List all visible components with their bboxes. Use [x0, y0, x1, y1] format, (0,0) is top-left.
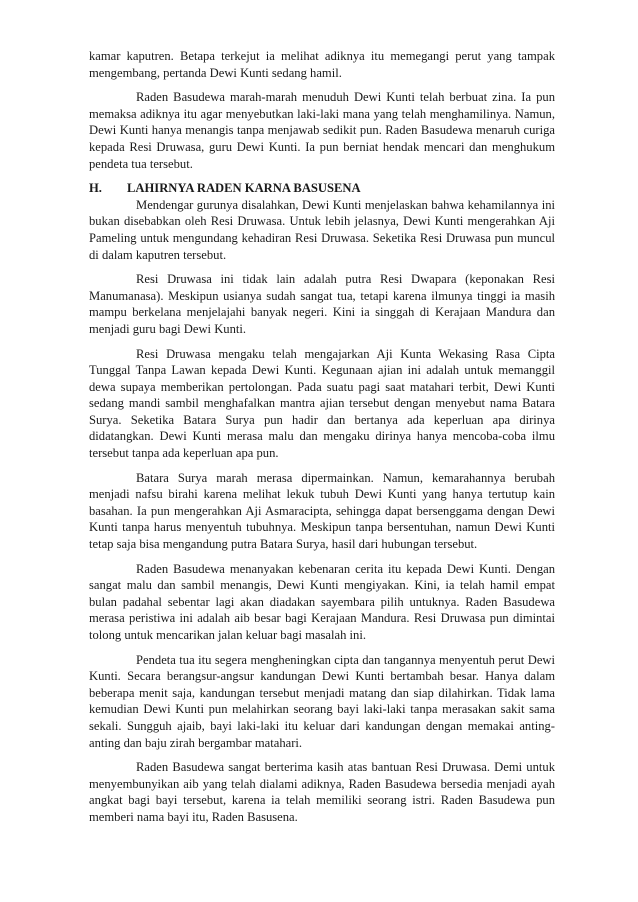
paragraph: Batara Surya marah merasa dipermainkan. Namun, kemarahannya berubah menjadi nafsu birahi karena melihat lekuk tubuh Dewi Kunti yang hanya tertutup kain basahan. Ia pun mengerahkan Aji Asmaracipta, sehingga dapat bersenggama dengan Dewi Kunti tanpa harus menyentuh tubuhnya. Meskipun tanpa bersentuhan, namun Dewi Kunti tetap saja bisa mengandung putra Batara Surya, hasil dari hubungan tersebut.: [89, 470, 555, 552]
paragraph: Resi Druwasa mengaku telah mengajarkan Aji Kunta Wekasing Rasa Cipta Tunggal Tanpa Lawan kepada Dewi Kunti. Kegunaan ajian ini adalah untuk memanggil dewa supaya memberikan pertolongan. Pada suatu pagi saat matahari terbit, Dewi Kunti sedang mandi sambil menghafalkan mantra ajian tersebut dengan menyebut nama Batara Surya. Seketika Batara Surya pun hadir dan bertanya ada keperluan apa dirinya didatangkan. Dewi Kunti merasa malu dan mengaku dirinya hanya mencoba-coba ilmu tersebut tanpa ada keperluan apa pun.: [89, 346, 555, 461]
page-content: [89, 48, 555, 826]
paragraph: Mendengar gurunya disalahkan, Dewi Kunti menjelaskan bahwa kehamilannya ini bukan disebabkan oleh Resi Druwasa. Untuk lebih jelasnya, Dewi Kunti mengerahkan Aji Pameling untuk mengundang kehadiran Resi Druwasa. Seketika Resi Druwasa pun muncul di dalam kaputren tersebut.: [89, 197, 555, 262]
section-heading: [89, 180, 555, 197]
paragraph: Pendeta tua itu segera mengheningkan cipta dan tangannya menyentuh perut Dewi Kunti. Secara berangsur-angsur kandungan Dewi Kunti bertambah besar. Hanya dalam beberapa menit saja, kandungan tersebut menjadi matang dan siap dilahirkan. Tidak lama kemudian Dewi Kunti pun melahirkan seorang bayi laki-laki tanpa merasakan sakit sama sekali. Sungguh ajaib, bayi laki-laki itu keluar dari kandungan dengan memakai anting-anting dan baju zirah bergambar matahari.: [89, 652, 555, 750]
paragraph: Resi Druwasa ini tidak lain adalah putra Resi Dwapara (keponakan Resi Manumanasa). Meskipun usianya sudah sangat tua, tetapi karena ilmunya tinggi ia masih mampu berkelana menjelajahi banyak negeri. Kini ia singgah di Kerajaan Mandura dan menjadi guru bagi Dewi Kunti.: [89, 272, 555, 336]
paragraph: Raden Basudewa sangat berterima kasih atas bantuan Resi Druwasa. Demi untuk menyembunyikan aib yang telah dialami adiknya, Raden Basudewa bersedia menjadi ayah angkat bagi bayi tersebut, karena ia telah memiliki seorang istri. Raden Basudewa pun memberi nama bayi itu, Raden Basusena.: [89, 760, 555, 824]
paragraph: Raden Basudewa marah-marah menuduh Dewi Kunti telah berbuat zina. Ia pun memaksa adiknya itu agar menyebutkan laki-laki mana yang telah menghamilinya. Namun, Dewi Kunti hanya menangis tanpa menjawab sedikit pun. Raden Basudewa menaruh curiga kepada Resi Druwasa, guru Dewi Kunti. Ia pun berniat hendak mencari dan menghukum pendeta tua tersebut.: [89, 90, 555, 171]
section-title: LAHIRNYA RADEN KARNA BASUSENA: [127, 181, 361, 196]
paragraph: Raden Basudewa menanyakan kebenaran cerita itu kepada Dewi Kunti. Dengan sangat malu dan sambil menangis, Dewi Kunti mengiyakan. Kini, ia telah hamil empat bulan padahal sebentar lagi akan diadakan sayembara pilih untuknya. Raden Basudewa merasa peristiwa ini adalah aib besar bagi Kerajaan Mandura. Resi Druwasa pun dimintai tolong untuk mencarikan jalan keluar bagi masalah ini.: [89, 561, 555, 642]
paragraph: kamar kaputren. Betapa terkejut ia melihat adiknya itu memegangi perut yang tampak mengembang, pertanda Dewi Kunti sedang hamil.: [89, 49, 555, 80]
section-number: H.: [89, 181, 102, 196]
